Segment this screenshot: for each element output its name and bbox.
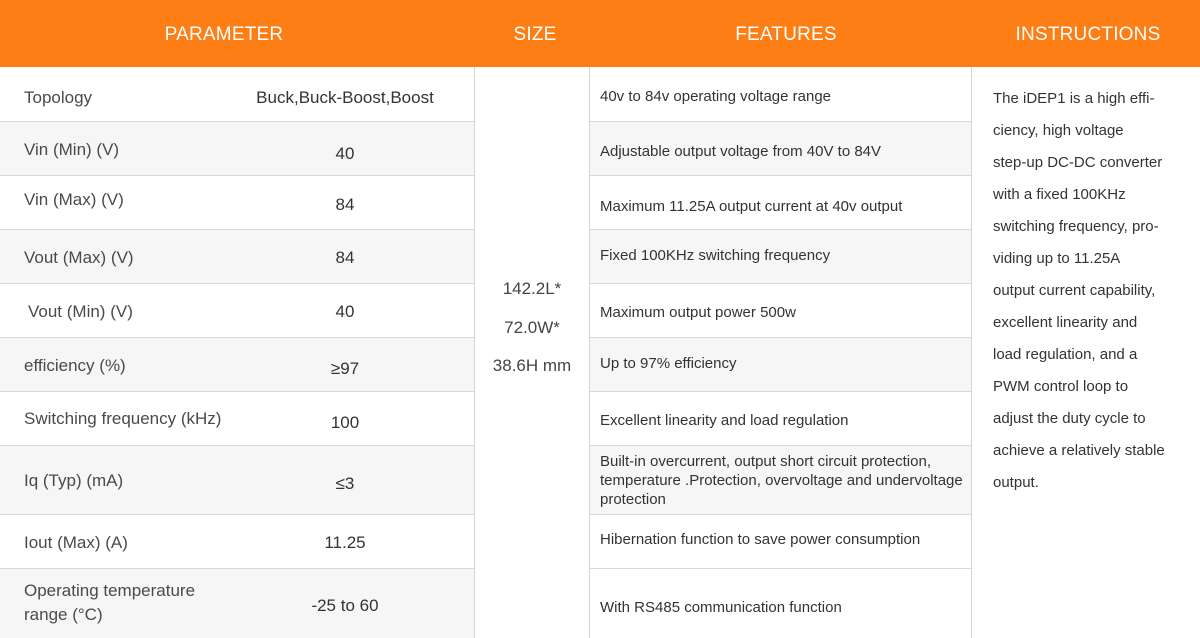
feature-row	[590, 230, 971, 284]
parameter-row	[0, 338, 474, 392]
instructions-line: load regulation, and a	[993, 346, 1138, 363]
instructions-line: adjust the duty cycle to	[993, 410, 1146, 427]
instructions-line: step-up DC-DC converter	[993, 154, 1163, 171]
parameter-value: 84	[335, 248, 355, 267]
feature-row	[590, 569, 971, 638]
parameter-row	[0, 284, 474, 338]
instructions-line: achieve a relatively stable	[993, 442, 1165, 459]
instructions-line: switching frequency, pro-	[993, 218, 1159, 235]
size-length: 142.2L*	[502, 279, 562, 298]
feature-row	[590, 392, 971, 446]
parameter-row	[0, 176, 474, 230]
feature-text: Maximum output power 500w	[600, 304, 796, 321]
parameter-value: 84	[335, 195, 355, 214]
parameter-row	[0, 392, 474, 446]
parameter-label: Topology	[24, 88, 93, 107]
parameter-value: Buck,Buck-Boost,Boost	[256, 88, 434, 107]
parameter-label: efficiency (%)	[24, 356, 126, 375]
parameter-label: Iout (Max) (A)	[24, 533, 128, 552]
parameter-label: Vin (Max) (V)	[24, 190, 124, 209]
parameter-row	[0, 515, 474, 569]
feature-text: Maximum 11.25A output current at 40v output	[600, 198, 903, 215]
instructions-line: with a fixed 100KHz	[993, 186, 1126, 203]
spec-table	[0, 67, 1200, 638]
header-instructions: INSTRUCTIONS	[1015, 24, 1161, 45]
parameter-row	[0, 446, 474, 515]
parameter-label: Vout (Min) (V)	[28, 302, 133, 321]
header-features: FEATURES	[735, 24, 837, 45]
instructions-line: output current capability,	[993, 282, 1156, 299]
parameter-label: Switching frequency (kHz)	[24, 409, 222, 428]
parameter-value: 100	[330, 413, 360, 432]
header-size: SIZE	[513, 24, 557, 45]
parameter-label: Iq (Typ) (mA)	[24, 471, 124, 490]
feature-row	[590, 338, 971, 392]
table-header	[0, 0, 1200, 67]
parameter-row	[0, 67, 474, 122]
feature-text: 40v to 84v operating voltage range	[600, 88, 831, 105]
feature-text: Adjustable output voltage from 40V to 84V	[600, 143, 882, 160]
column-divider	[971, 67, 972, 638]
parameter-value: 11.25	[324, 533, 366, 552]
feature-row	[590, 176, 971, 230]
header-parameter: PARAMETER	[164, 24, 284, 45]
parameter-value: 40	[335, 144, 355, 163]
parameter-row	[0, 122, 474, 176]
parameter-label: Vout (Max) (V)	[24, 248, 134, 267]
parameter-value: ≤3	[335, 474, 355, 493]
parameter-row	[0, 569, 474, 638]
feature-text: Up to 97% efficiency	[600, 355, 737, 372]
size-height: 38.6H mm	[492, 356, 572, 375]
feature-text: Hibernation function to save power consumption	[600, 531, 921, 548]
parameter-row	[0, 230, 474, 284]
feature-row	[590, 67, 971, 122]
size-width: 72.0W*	[504, 318, 560, 337]
feature-text: With RS485 communication function	[600, 599, 842, 616]
instructions-line: PWM control loop to	[993, 378, 1129, 395]
instructions-text	[993, 83, 1189, 499]
instructions-line: ciency, high voltage	[993, 122, 1124, 139]
parameter-value: ≥97	[330, 359, 360, 378]
feature-text: Fixed 100KHz switching frequency	[600, 247, 831, 264]
feature-text: Built-in overcurrent, output short circuit protection, temperature .Protection, overvoltage and undervoltage protection	[600, 453, 963, 508]
size-cell	[475, 67, 589, 638]
feature-row	[590, 284, 971, 338]
instructions-line: The iDEP1 is a high effi-	[993, 90, 1155, 107]
feature-row	[590, 446, 971, 515]
feature-row	[590, 122, 971, 176]
parameter-value: 40	[335, 302, 355, 321]
feature-text: Excellent linearity and load regulation	[600, 412, 849, 429]
feature-row	[590, 515, 971, 569]
parameter-label: Operating temperature range (°C)	[24, 581, 196, 624]
parameter-value: -25 to 60	[311, 596, 379, 615]
instructions-line: excellent linearity and	[993, 314, 1138, 331]
instructions-line: output.	[993, 474, 1039, 491]
instructions-line: viding up to 11.25A	[993, 250, 1121, 267]
parameter-label: Vin (Min) (V)	[24, 140, 120, 159]
